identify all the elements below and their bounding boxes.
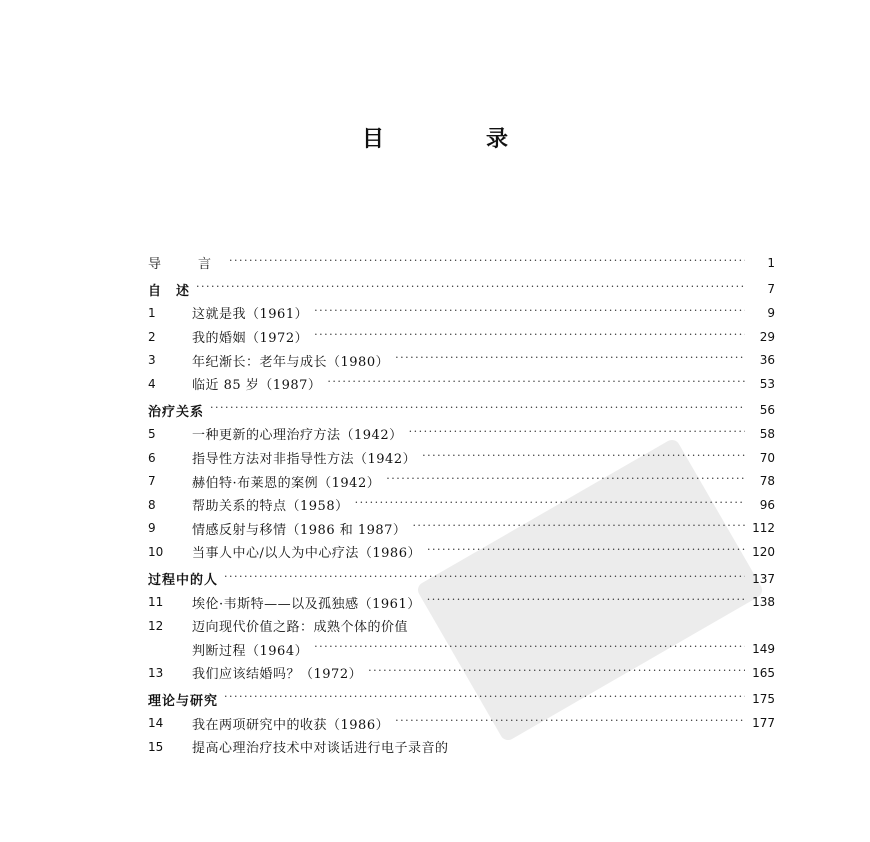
toc-entry-title: 我的婚姻（1972）	[192, 331, 309, 347]
dot-leader	[422, 451, 745, 465]
toc-entry	[148, 422, 775, 446]
toc-entry-title: 我在两项研究中的收获（1986）	[192, 717, 390, 733]
toc-entry	[148, 567, 775, 591]
toc-entry-page: 138	[752, 595, 775, 610]
toc-entry	[148, 251, 775, 275]
toc-entry	[148, 540, 775, 564]
toc-entry	[148, 301, 775, 325]
toc-entry-number: 14	[148, 716, 164, 731]
toc-entry-page: 175	[752, 692, 775, 707]
toc-entry-page: 36	[759, 353, 775, 368]
toc-entry-title: 判断过程（1964）	[192, 643, 309, 659]
toc-entry-page: 165	[752, 665, 775, 680]
toc-entry-page: 7	[767, 282, 775, 297]
toc-entry-page: 58	[759, 426, 775, 441]
dot-leader	[386, 474, 745, 488]
dot-leader	[210, 403, 745, 417]
dot-leader	[224, 692, 745, 706]
toc-entry-number: 6	[148, 450, 156, 465]
toc-entry	[148, 661, 775, 685]
toc-entry-title: 过程中的人	[148, 573, 219, 589]
toc-entry-page: 53	[759, 376, 775, 391]
toc-entry-number: 15	[148, 739, 164, 754]
toc-entry-title: 我们应该结婚吗？（1972）	[192, 667, 363, 683]
toc-entry	[148, 372, 775, 396]
toc-entry	[148, 688, 775, 712]
toc-entry	[148, 469, 775, 493]
dot-leader	[412, 521, 745, 535]
toc-entry-title: 指导性方法对非指导性方法（1942）	[192, 452, 417, 468]
dot-leader	[355, 498, 745, 512]
toc-entry	[148, 517, 775, 541]
toc-entry-page: 137	[752, 571, 775, 586]
toc-entry	[148, 711, 775, 735]
toc-entry-title: 埃伦·韦斯特——以及孤独感（1961）	[192, 596, 421, 612]
toc-entry-title: 赫伯特·布莱恩的案例（1942）	[192, 475, 381, 491]
dot-leader	[395, 716, 745, 730]
dot-leader	[314, 306, 745, 320]
page-title: 目 录	[361, 126, 548, 152]
toc-entry-title: 自 述	[148, 283, 191, 299]
toc-entry-number: 1	[148, 305, 156, 320]
toc-entry	[148, 735, 775, 759]
toc-entry-title: 情感反射与移情（1986 和 1987）	[192, 522, 407, 538]
dot-leader	[455, 740, 745, 754]
toc-entry-number: 4	[148, 376, 156, 391]
toc-entry-number: 2	[148, 329, 156, 344]
toc-entry	[148, 399, 775, 423]
dot-leader	[327, 377, 745, 391]
toc-entry	[148, 446, 775, 470]
toc-entry-page: 149	[752, 642, 775, 657]
toc-entry-page: 177	[752, 716, 775, 731]
toc-entry-title: 年纪渐长：老年与成长（1980）	[192, 354, 390, 370]
dot-leader	[427, 545, 745, 559]
toc-entry-title: 帮助关系的特点（1958）	[192, 499, 349, 515]
toc-entry-number: 13	[148, 665, 164, 680]
toc-entry-title: 治疗关系	[148, 404, 205, 420]
toc-entry	[148, 590, 775, 614]
dot-leader	[427, 595, 745, 609]
dot-leader	[409, 427, 745, 441]
dot-leader	[414, 619, 745, 633]
toc-entry	[148, 638, 775, 662]
toc-entry-title: 导 言	[148, 257, 224, 273]
toc-entry-title: 提高心理治疗技术中对谈话进行电子录音的	[192, 741, 449, 757]
dot-leader	[395, 353, 745, 367]
toc-entry-page: 78	[759, 474, 775, 489]
toc-entry-page: 96	[759, 497, 775, 512]
toc-entry-title: 这就是我（1961）	[192, 307, 309, 323]
dot-leader	[368, 666, 745, 680]
toc-entry-page: 70	[759, 450, 775, 465]
toc-entry-page: 9	[767, 305, 775, 320]
toc-entry-number: 5	[148, 426, 156, 441]
toc-entry-title: 临近 85 岁（1987）	[192, 378, 322, 394]
toc-entry-page: 112	[752, 521, 775, 536]
dot-leader	[196, 282, 745, 296]
toc-entry	[148, 325, 775, 349]
table-of-contents	[148, 251, 775, 758]
toc-entry-title: 当事人中心/以人为中心疗法（1986）	[192, 546, 421, 562]
toc-entry-number: 7	[148, 474, 156, 489]
dot-leader	[229, 256, 745, 270]
dot-leader	[224, 572, 745, 586]
toc-entry	[148, 493, 775, 517]
toc-entry-number: 10	[148, 544, 164, 559]
toc-entry-number: 3	[148, 353, 156, 368]
toc-entry-number: 11	[148, 595, 164, 610]
toc-entry-number: 8	[148, 497, 156, 512]
toc-entry-page: 29	[759, 329, 775, 344]
toc-entry-title: 迈向现代价值之路：成熟个体的价值	[192, 620, 409, 636]
toc-entry-title: 一种更新的心理治疗方法（1942）	[192, 428, 403, 444]
toc-entry	[148, 614, 775, 638]
toc-entry-page: 56	[759, 403, 775, 418]
toc-entry-number: 9	[148, 521, 156, 536]
toc-entry	[148, 348, 775, 372]
toc-entry	[148, 278, 775, 302]
dot-leader	[314, 642, 745, 656]
toc-entry-page: 1	[767, 255, 775, 270]
toc-entry-page: 120	[752, 544, 775, 559]
dot-leader	[314, 330, 745, 344]
toc-entry-title: 理论与研究	[148, 693, 219, 709]
toc-entry-number: 12	[148, 618, 164, 633]
